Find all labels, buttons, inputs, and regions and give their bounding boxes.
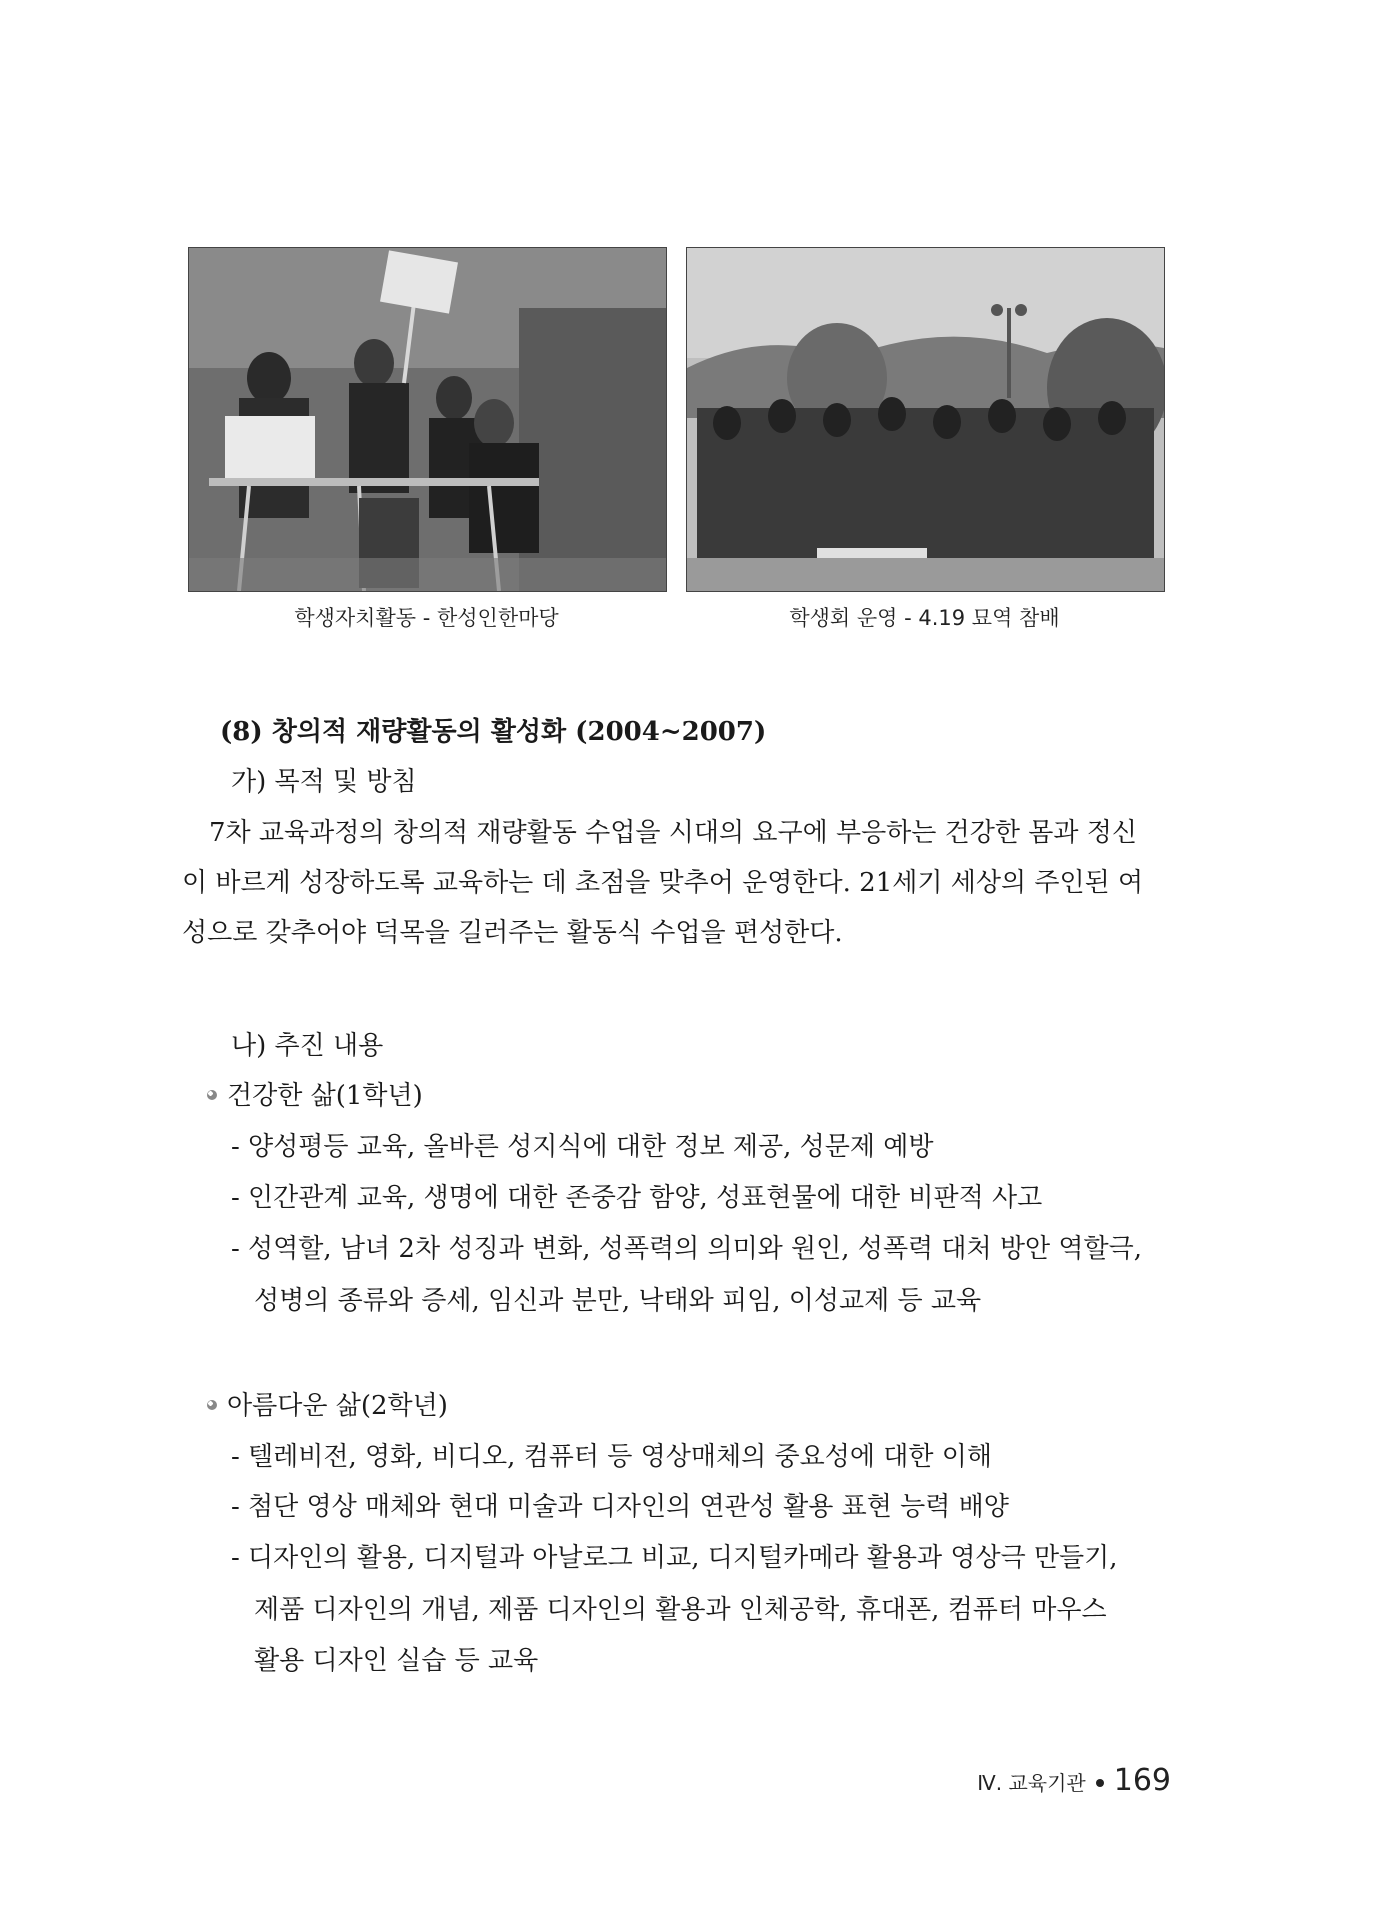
paragraph-line-1: 7차 교육과정의 창의적 재량활동 수업을 시대의 요구에 부응하는 건강한 몸과 정신 [209,818,1138,848]
paragraph-line-2: 이 바르게 성장하도록 교육하는 데 초점을 맞추어 운영한다. 21세기 세상의 주인된 여 [182,868,1144,898]
bullet-title: 아름다운 삶(2학년) [227,1391,448,1421]
subheading-purpose: 가) 목적 및 방침 [231,767,417,797]
bullet-title: 건강한 삶(1학년) [227,1081,423,1111]
bullet-beautiful-life [207,1385,448,1422]
paragraph-line-3: 성으로 갖추어야 덕목을 길러주는 활동식 수업을 편성한다. [182,918,843,948]
left-photo-caption: 학생자치활동 - 한성인한마당 [294,606,559,630]
list-item-continuation: 활용 디자인 실습 등 교육 [254,1646,539,1676]
bullet-icon [207,1090,217,1100]
list-item-continuation: 성병의 종류와 증세, 임신과 분만, 낙태와 피임, 이성교제 등 교육 [254,1286,982,1316]
list-item: - 성역할, 남녀 2차 성징과 변화, 성폭력의 의미와 원인, 성폭력 대처 방안 역할극, [231,1234,1143,1264]
bullet-separator-icon [1096,1779,1104,1787]
list-item: - 첨단 영상 매체와 현대 미술과 디자인의 연관성 활용 표현 능력 배양 [231,1492,1009,1522]
student-activity-photo [188,247,667,592]
page-number: 169 [1113,1763,1171,1798]
list-item: - 텔레비전, 영화, 비디오, 컴퓨터 등 영상매체의 중요성에 대한 이해 [231,1442,992,1472]
bullet-icon [207,1400,217,1410]
page-footer [977,1763,1171,1798]
list-item-continuation: 제품 디자인의 개념, 제품 디자인의 활용과 인체공학, 휴대폰, 컴퓨터 마우스 [254,1595,1107,1625]
memorial-visit-photo [686,247,1165,592]
list-item: - 양성평등 교육, 올바른 성지식에 대한 정보 제공, 성문제 예방 [231,1132,934,1162]
bullet-healthy-life [207,1075,423,1112]
section-heading: (8) 창의적 재량활동의 활성화 (2004~2007) [220,717,767,747]
subheading-contents: 나) 추진 내용 [231,1031,384,1061]
list-item: - 디자인의 활용, 디지털과 아날로그 비교, 디지털카메라 활용과 영상극 만들기, [231,1543,1118,1573]
right-photo-caption: 학생회 운영 - 4.19 묘역 참배 [789,606,1060,630]
chapter-label: Ⅳ. 교육기관 [977,1771,1086,1795]
list-item: - 인간관계 교육, 생명에 대한 존중감 함양, 성표현물에 대한 비판적 사고 [231,1183,1043,1213]
